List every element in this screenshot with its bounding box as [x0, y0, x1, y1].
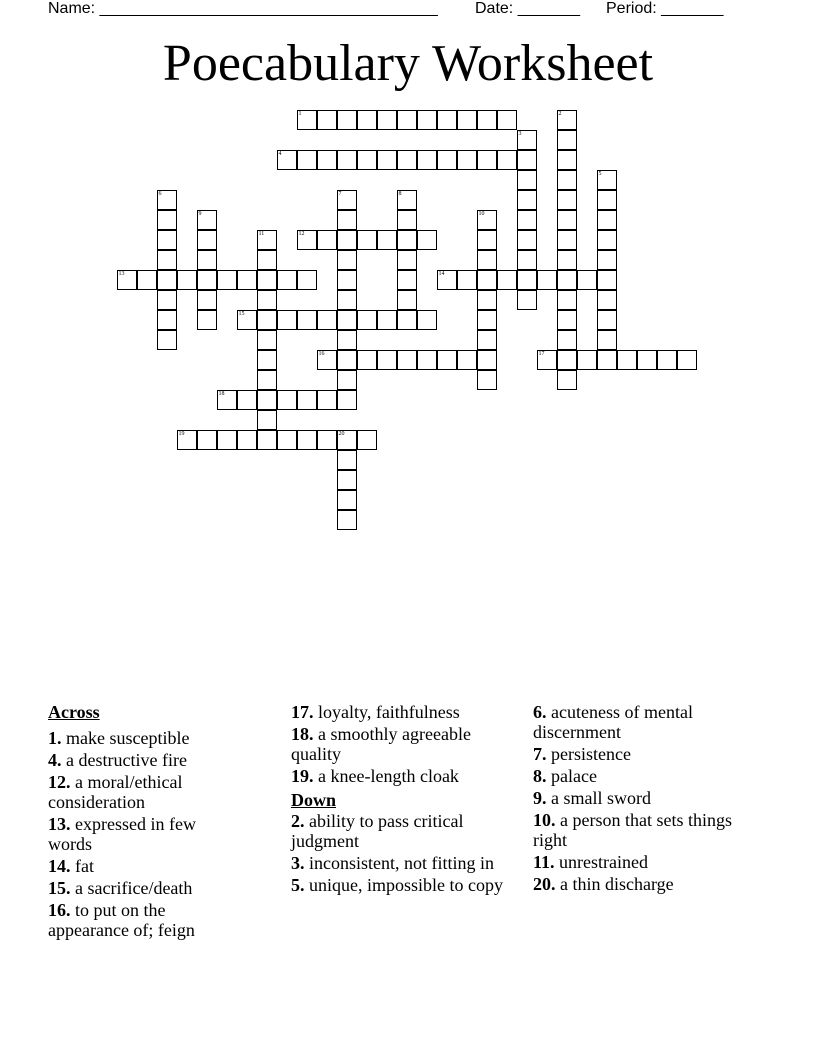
clue-number-label: 5: [598, 170, 602, 177]
crossword-cell[interactable]: [437, 110, 457, 130]
crossword-cell[interactable]: [337, 150, 357, 170]
crossword-cell[interactable]: [437, 350, 457, 370]
crossword-cell[interactable]: [397, 270, 417, 290]
period-field[interactable]: Period: _______: [606, 0, 724, 17]
crossword-cell[interactable]: [517, 130, 537, 150]
crossword-cell[interactable]: [157, 230, 177, 250]
crossword-cell[interactable]: [317, 310, 337, 330]
clue-text: a smoothly agreeable quality: [291, 724, 471, 764]
crossword-cell[interactable]: [317, 150, 337, 170]
crossword-cell[interactable]: [497, 270, 517, 290]
clue-number: 3.: [291, 853, 305, 873]
crossword-cell[interactable]: [177, 270, 197, 290]
crossword-cell[interactable]: [197, 310, 217, 330]
crossword-cell[interactable]: [477, 150, 497, 170]
clue-item: [48, 750, 238, 770]
clue-number: 16.: [48, 900, 71, 920]
clue-number: 2.: [291, 811, 305, 831]
crossword-cell[interactable]: [377, 150, 397, 170]
clue-number-label: 13: [118, 270, 125, 277]
clue-text: loyalty, faithfulness: [318, 702, 460, 722]
crossword-cell[interactable]: [257, 230, 277, 250]
crossword-cell[interactable]: [157, 250, 177, 270]
crossword-cell[interactable]: [297, 150, 317, 170]
crossword-cell[interactable]: [477, 230, 497, 250]
crossword-cell[interactable]: [257, 290, 277, 310]
crossword-cell[interactable]: [457, 270, 477, 290]
crossword-cell[interactable]: [297, 270, 317, 290]
crossword-cell[interactable]: [517, 250, 537, 270]
crossword-cell[interactable]: [357, 430, 377, 450]
crossword-cell[interactable]: [257, 310, 277, 330]
crossword-cell[interactable]: [597, 190, 617, 210]
crossword-cell[interactable]: [257, 250, 277, 270]
crossword-cell[interactable]: [597, 210, 617, 230]
clue-number-label: 20: [338, 430, 345, 437]
crossword-cell[interactable]: [457, 110, 477, 130]
clue-item: [291, 853, 511, 873]
across-heading: Across: [48, 702, 100, 722]
crossword-cell[interactable]: [597, 310, 617, 330]
crossword-cell[interactable]: [577, 350, 597, 370]
clue-number: 1.: [48, 728, 62, 748]
crossword-cell[interactable]: [517, 190, 537, 210]
crossword-cell[interactable]: [317, 390, 337, 410]
crossword-cell[interactable]: [337, 350, 357, 370]
crossword-cell[interactable]: [157, 330, 177, 350]
crossword-cell[interactable]: [557, 330, 577, 350]
crossword-cell[interactable]: [377, 110, 397, 130]
clue-number: 19.: [291, 766, 314, 786]
clue-text: a sacrifice/death: [75, 878, 193, 898]
clue-column-1: [48, 702, 238, 942]
crossword-cell[interactable]: [357, 310, 377, 330]
clue-number-label: 17: [538, 350, 545, 357]
crossword-cell[interactable]: [337, 290, 357, 310]
clue-column-3: [533, 702, 748, 896]
crossword-cell[interactable]: [277, 310, 297, 330]
crossword-cell[interactable]: [277, 390, 297, 410]
crossword-cell[interactable]: [257, 370, 277, 390]
clue-number: 15.: [48, 878, 71, 898]
crossword-cell[interactable]: [337, 490, 357, 510]
crossword-cell[interactable]: [517, 170, 537, 190]
crossword-cell[interactable]: [157, 210, 177, 230]
clue-item: [291, 875, 511, 895]
crossword-cell[interactable]: [477, 290, 497, 310]
clue-number: 20.: [533, 874, 556, 894]
crossword-cell[interactable]: [257, 430, 277, 450]
crossword-cell[interactable]: [277, 430, 297, 450]
crossword-cell[interactable]: [477, 210, 497, 230]
clue-text: unique, impossible to copy: [309, 875, 503, 895]
crossword-cell[interactable]: [157, 290, 177, 310]
clue-item: [533, 744, 748, 764]
crossword-cell[interactable]: [557, 230, 577, 250]
page-title: Poecabulary Worksheet: [162, 35, 654, 92]
clue-number: 9.: [533, 788, 547, 808]
crossword-cell[interactable]: [557, 270, 577, 290]
crossword-cell[interactable]: [437, 270, 457, 290]
crossword-cell[interactable]: [497, 150, 517, 170]
clue-item: [533, 788, 748, 808]
crossword-cell[interactable]: [337, 330, 357, 350]
clue-number-label: 9: [198, 210, 202, 217]
crossword-cell[interactable]: [417, 350, 437, 370]
crossword-cell[interactable]: [577, 270, 597, 290]
crossword-cell[interactable]: [557, 370, 577, 390]
date-field[interactable]: Date: _______: [475, 0, 580, 17]
crossword-cell[interactable]: [617, 350, 637, 370]
crossword-cell[interactable]: [517, 210, 537, 230]
clue-number-label: 18: [218, 390, 225, 397]
crossword-cell[interactable]: [637, 350, 657, 370]
crossword-cell[interactable]: [477, 370, 497, 390]
crossword-cell[interactable]: [557, 110, 577, 130]
crossword-cell[interactable]: [557, 350, 577, 370]
crossword-cell[interactable]: [237, 310, 257, 330]
clue-number: 18.: [291, 724, 314, 744]
crossword-cell[interactable]: [197, 250, 217, 270]
crossword-cell[interactable]: [377, 350, 397, 370]
crossword-cell[interactable]: [297, 430, 317, 450]
clue-number: 11.: [533, 852, 555, 872]
crossword-cell[interactable]: [297, 230, 317, 250]
crossword-cell[interactable]: [337, 190, 357, 210]
crossword-cell[interactable]: [337, 510, 357, 530]
clue-number-label: 10: [478, 210, 485, 217]
clue-text: a person that sets things right: [533, 810, 732, 850]
crossword-cell[interactable]: [397, 310, 417, 330]
clue-number-label: 12: [298, 230, 305, 237]
crossword-cell[interactable]: [397, 230, 417, 250]
crossword-cell[interactable]: [557, 130, 577, 150]
crossword-cell[interactable]: [557, 210, 577, 230]
clue-text: ability to pass critical judgment: [291, 811, 464, 851]
clue-number-label: 2: [558, 110, 562, 117]
crossword-cell[interactable]: [597, 330, 617, 350]
clue-text: fat: [75, 856, 94, 876]
crossword-cell[interactable]: [317, 350, 337, 370]
crossword-cell[interactable]: [157, 270, 177, 290]
crossword-cell[interactable]: [537, 270, 557, 290]
crossword-cell[interactable]: [497, 110, 517, 130]
crossword-cell[interactable]: [477, 250, 497, 270]
crossword-cell[interactable]: [157, 310, 177, 330]
crossword-cell[interactable]: [217, 270, 237, 290]
crossword-cell[interactable]: [417, 150, 437, 170]
clue-text: unrestrained: [559, 852, 648, 872]
crossword-cell[interactable]: [397, 150, 417, 170]
clue-item: [533, 852, 748, 872]
crossword-cell[interactable]: [237, 270, 257, 290]
crossword-cell[interactable]: [517, 270, 537, 290]
crossword-cell[interactable]: [377, 230, 397, 250]
crossword-cell[interactable]: [317, 230, 337, 250]
clue-text: expressed in few words: [48, 814, 196, 854]
clue-number: 13.: [48, 814, 71, 834]
crossword-cell[interactable]: [597, 170, 617, 190]
clue-text: inconsistent, not fitting in: [309, 853, 494, 873]
crossword-cell[interactable]: [337, 430, 357, 450]
crossword-cell[interactable]: [277, 270, 297, 290]
crossword-cell[interactable]: [397, 210, 417, 230]
crossword-cell[interactable]: [557, 150, 577, 170]
crossword-cell[interactable]: [477, 110, 497, 130]
crossword-cell[interactable]: [337, 110, 357, 130]
crossword-cell[interactable]: [217, 390, 237, 410]
crossword-cell[interactable]: [197, 290, 217, 310]
crossword-cell[interactable]: [377, 310, 397, 330]
crossword-cell[interactable]: [337, 470, 357, 490]
crossword-cell[interactable]: [237, 430, 257, 450]
clue-text: a moral/ethical consideration: [48, 772, 183, 812]
clue-number: 4.: [48, 750, 62, 770]
clue-number: 12.: [48, 772, 71, 792]
clue-item: [291, 811, 511, 851]
crossword-cell[interactable]: [197, 270, 217, 290]
clue-item: [48, 878, 238, 898]
crossword-cell[interactable]: [257, 330, 277, 350]
clue-text: acuteness of mental discernment: [533, 702, 693, 742]
crossword-cell[interactable]: [417, 110, 437, 130]
clue-item: [48, 772, 238, 812]
crossword-cell[interactable]: [197, 430, 217, 450]
crossword-cell[interactable]: [437, 150, 457, 170]
crossword-cell[interactable]: [557, 250, 577, 270]
clue-item: [533, 702, 748, 742]
crossword-cell[interactable]: [257, 350, 277, 370]
crossword-cell[interactable]: [397, 290, 417, 310]
crossword-cell[interactable]: [397, 350, 417, 370]
crossword-cell[interactable]: [117, 270, 137, 290]
crossword-cell[interactable]: [257, 390, 277, 410]
clue-number: 14.: [48, 856, 71, 876]
clue-number-label: 7: [338, 190, 342, 197]
crossword-cell[interactable]: [337, 450, 357, 470]
crossword-cell[interactable]: [297, 110, 317, 130]
clue-item: [291, 724, 511, 764]
clue-text: make susceptible: [66, 728, 190, 748]
clue-number-label: 1: [298, 110, 302, 117]
clue-text: a thin discharge: [560, 874, 674, 894]
crossword-cell[interactable]: [597, 270, 617, 290]
clue-number-label: 8: [398, 190, 402, 197]
crossword-cell[interactable]: [317, 110, 337, 130]
down-heading: Down: [291, 790, 337, 810]
crossword-cell[interactable]: [297, 310, 317, 330]
crossword-cell[interactable]: [517, 290, 537, 310]
crossword-cell[interactable]: [177, 430, 197, 450]
clue-text: a destructive fire: [66, 750, 187, 770]
clue-number-label: 4: [278, 150, 282, 157]
clue-item: [291, 766, 511, 786]
clue-number-label: 16: [318, 350, 325, 357]
crossword-cell[interactable]: [337, 250, 357, 270]
clue-item: [48, 900, 238, 940]
crossword-cell[interactable]: [457, 350, 477, 370]
crossword-cell[interactable]: [357, 150, 377, 170]
crossword-cell[interactable]: [397, 110, 417, 130]
crossword-cell[interactable]: [557, 290, 577, 310]
crossword-cell[interactable]: [597, 290, 617, 310]
crossword-cell[interactable]: [237, 390, 257, 410]
clue-number-label: 19: [178, 430, 185, 437]
crossword-cell[interactable]: [257, 270, 277, 290]
crossword-cell[interactable]: [557, 170, 577, 190]
clue-number: 17.: [291, 702, 314, 722]
crossword-cell[interactable]: [597, 350, 617, 370]
crossword-cell[interactable]: [357, 230, 377, 250]
clue-number-label: 14: [438, 270, 445, 277]
crossword-cell[interactable]: [357, 110, 377, 130]
crossword-cell[interactable]: [397, 190, 417, 210]
crossword-cell[interactable]: [557, 190, 577, 210]
crossword-cell[interactable]: [337, 310, 357, 330]
crossword-cell[interactable]: [337, 270, 357, 290]
crossword-cell[interactable]: [137, 270, 157, 290]
clue-number: 8.: [533, 766, 547, 786]
clue-text: a small sword: [551, 788, 651, 808]
crossword-cell[interactable]: [417, 230, 437, 250]
clue-number: 5.: [291, 875, 305, 895]
crossword-cell[interactable]: [417, 310, 437, 330]
crossword-cell[interactable]: [597, 250, 617, 270]
crossword-cell[interactable]: [217, 430, 237, 450]
crossword-cell[interactable]: [677, 350, 697, 370]
crossword-cell[interactable]: [477, 330, 497, 350]
crossword-cell[interactable]: [657, 350, 677, 370]
clue-item: [48, 856, 238, 876]
crossword-cell[interactable]: [517, 230, 537, 250]
crossword-cell[interactable]: [337, 390, 357, 410]
crossword-cell[interactable]: [317, 430, 337, 450]
name-field[interactable]: Name: ______________________________________: [48, 0, 438, 17]
clue-number-label: 6: [158, 190, 162, 197]
crossword-cell[interactable]: [357, 350, 377, 370]
crossword-cell[interactable]: [397, 250, 417, 270]
crossword-cell[interactable]: [257, 410, 277, 430]
clue-number-label: 3: [518, 130, 522, 137]
crossword-cell[interactable]: [477, 310, 497, 330]
clue-item: [48, 814, 238, 854]
crossword-cell[interactable]: [457, 150, 477, 170]
clue-text: persistence: [551, 744, 631, 764]
clue-text: palace: [551, 766, 597, 786]
crossword-cell[interactable]: [337, 230, 357, 250]
clue-item: [533, 766, 748, 786]
clue-column-2: [291, 702, 511, 897]
crossword-cell[interactable]: [537, 350, 557, 370]
crossword-cell[interactable]: [157, 190, 177, 210]
crossword-cell[interactable]: [337, 210, 357, 230]
crossword-cell[interactable]: [557, 310, 577, 330]
clue-number: 6.: [533, 702, 547, 722]
clue-item: [533, 874, 748, 894]
crossword-cell[interactable]: [477, 350, 497, 370]
clue-item: [48, 728, 238, 748]
crossword-cell[interactable]: [337, 370, 357, 390]
crossword-cell[interactable]: [477, 270, 497, 290]
clue-number: 7.: [533, 744, 547, 764]
clue-text: a knee-length cloak: [318, 766, 459, 786]
crossword-cell[interactable]: [197, 230, 217, 250]
crossword-cell[interactable]: [197, 210, 217, 230]
crossword-cell[interactable]: [297, 390, 317, 410]
crossword-cell[interactable]: [277, 150, 297, 170]
clue-number: 10.: [533, 810, 556, 830]
crossword-cell[interactable]: [517, 150, 537, 170]
clue-number-label: 11: [258, 230, 265, 237]
clue-item: [533, 810, 748, 850]
clue-number-label: 15: [238, 310, 245, 317]
crossword-cell[interactable]: [597, 230, 617, 250]
clue-text: to put on the appearance of; feign: [48, 900, 195, 940]
clue-item: [291, 702, 511, 722]
